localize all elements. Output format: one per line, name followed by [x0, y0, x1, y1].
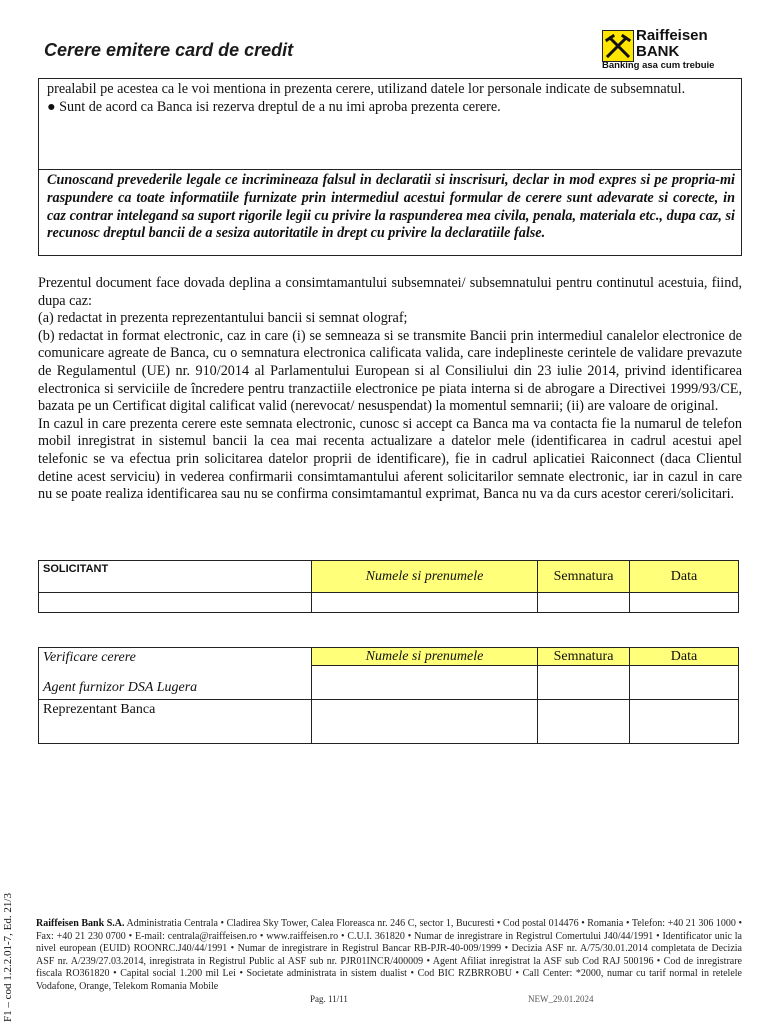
verification-signature-field[interactable] — [538, 666, 630, 700]
verification-label: Verificare cerere — [43, 650, 136, 665]
verification-table — [38, 647, 739, 744]
page-number: Pag. 11/11 — [310, 994, 348, 1004]
applicant-blank-cell — [39, 593, 312, 613]
bank-rep-date-field[interactable] — [630, 700, 739, 744]
bank-rep-signature-field[interactable] — [538, 700, 630, 744]
consent-paragraph — [38, 275, 742, 504]
footer-company: Raiffeisen Bank S.A. — [36, 918, 125, 929]
applicant-date-field[interactable] — [630, 593, 739, 613]
verification-label-cell — [39, 648, 312, 700]
name-column-header: Numele si prenumele — [312, 648, 538, 666]
logo-tagline: Banking asa cum trebuie — [602, 60, 715, 71]
footer-details: Administratia Centrala • Cladirea Sky Tower, Calea Floreasca nr. 246 C, sector 1, Bucuresti • Cod postal 014476 • Romania • Telefon: +40 21 306 1000 • Fax: +40 21 230 0700 • E-mail: centrala@raiffeisen.ro • www.raiffeisen.ro • C.U.I. 361820 • Numar de inregistrare in Registrul Comertului J40/44/1991 • Identificator unic la nivel european (EUID) ROONRC.J40/44/1991 • Numar de inregistrare in Registrul Bancar RB-PJR-40-009/1999 • Decizia ASF nr. A/75/30.01.2014 completata de Decizia ASF nr. A/239/27.03.2014, inregistrata in Registrul Public al ASF sub nr. PJR01INCR/400009 • Agent Afiliat inregistrat la ASF sub Cod RAJ 500196 • Cod de inregistrare fiscala RO361820 • Capital social 1.200 mil Lei • Societate administrata in sistem dualist • Cod BIC RZBRROBU • Call Center: *2000, numar cu tarif normal in retelele Vodafone, Orange, Telekom Romania Mobile — [36, 918, 742, 992]
signature-column-header: Semnatura — [538, 561, 630, 593]
bank-rep-name-field[interactable] — [312, 700, 538, 744]
document-title: Cerere emitere card de credit — [44, 40, 294, 60]
applicant-name-field[interactable] — [312, 593, 538, 613]
consent-p3: (b) redactat in format electronic, caz in care (i) se semneaza si se transmite Bancii prin intermediul canalelor electronice de comunicare agreate de Banca, cu o semnatura electronica calificata valida, care indeplineste cerintele de validare prevazute de Regulamentul (UE) nr. 910/2014 al Parlamentului European si al Consiliului din 23 iulie 2014, privind identificarea electronica si serviciile de încredere pentru tranzactiile electronice pe piata interna si de abrogare a Directivei 1999/93/CE, bazata pe un Certificat digital calificat valid (nerevocat/ nesuspendat) la momentul semnarii; (ii) are valoare de original. — [38, 327, 742, 415]
legal-declaration-box: Cunoscand prevederile legale ce incrimineaza falsul in declaratii si inscrisuri, declar in mod expres si pe propria-mi raspundere ca toate informatiile furnizate prin intermediul acestui formular de cerere sunt adevarate si corecte, in caz contrar intelegand sa suport rigorile legii cu privire la raspunderea mea civila, penala, materiala etc., dupa caz, si recunosc dreptul bancii de a sesiza autoritatile in drept cu privire la declaratiile false. — [38, 170, 742, 256]
applicant-signature-field[interactable] — [538, 593, 630, 613]
document-version: NEW_29.01.2024 — [528, 994, 594, 1004]
consent-p2: (a) redactat in prezenta reprezentantului bancii si semnat olograf; — [38, 310, 408, 327]
raiffeisen-emblem-icon — [602, 30, 634, 62]
consent-p4: In cazul in care prezenta cerere este semnata electronic, cunosc si accept ca Banca ma va contacta fie la numarul de telefon mobil inregistrat in sistemul bancii la cea mai recenta actualizare a datelor mele (identificarea in cadrul acestui apel telefonic se va efectua prin solicitarea datelor proprii de identificare), fie in cadrul aplicatiei Raiconnect (daca Clientul detine acest serviciu) in vederea confirmarii consimtamantului aferent solicitarilor semnate electronic, iar in cazul in care nu se poate realiza identificarea sau nu se confirma consimtamantul exprimat, Banca nu va da curs acestor cereri/solicitari. — [38, 415, 742, 503]
verification-name-field[interactable] — [312, 666, 538, 700]
date-column-header: Data — [630, 561, 739, 593]
signature-column-header: Semnatura — [538, 648, 630, 666]
consent-p1: Prezentul document face dovada deplina a consimtamantului subsemnatei/ subsemnatului pentru continutul acestuia, fiind, dupa caz: — [38, 275, 742, 309]
footer-legal-info — [36, 918, 742, 993]
raiffeisen-logo — [602, 28, 734, 74]
form-code-side: F1 – cod 1.2.2.01-7, Ed. 21/3 — [2, 893, 14, 1022]
bullet-icon: ● — [47, 98, 56, 115]
logo-name: Raiffeisen BANK — [636, 27, 708, 60]
name-column-header: Numele si prenumele — [312, 561, 538, 593]
consent-line-2: ● Sunt de acord ca Banca isi rezerva dreptul de a nu imi aproba prezenta cerere. — [47, 98, 501, 115]
bank-representative-label: Reprezentant Banca — [39, 700, 312, 744]
consent-box — [38, 78, 742, 170]
date-column-header: Data — [630, 648, 739, 666]
applicant-table — [38, 560, 739, 613]
consent-line-1: prealabil pe acestea ca le voi mentiona in prezenta cerere, utilizand datele lor personale indicate de subsemnatul. — [47, 81, 686, 97]
verification-date-field[interactable] — [630, 666, 739, 700]
agent-label: Agent furnizor DSA Lugera — [43, 680, 198, 695]
applicant-label: SOLICITANT — [39, 561, 312, 593]
